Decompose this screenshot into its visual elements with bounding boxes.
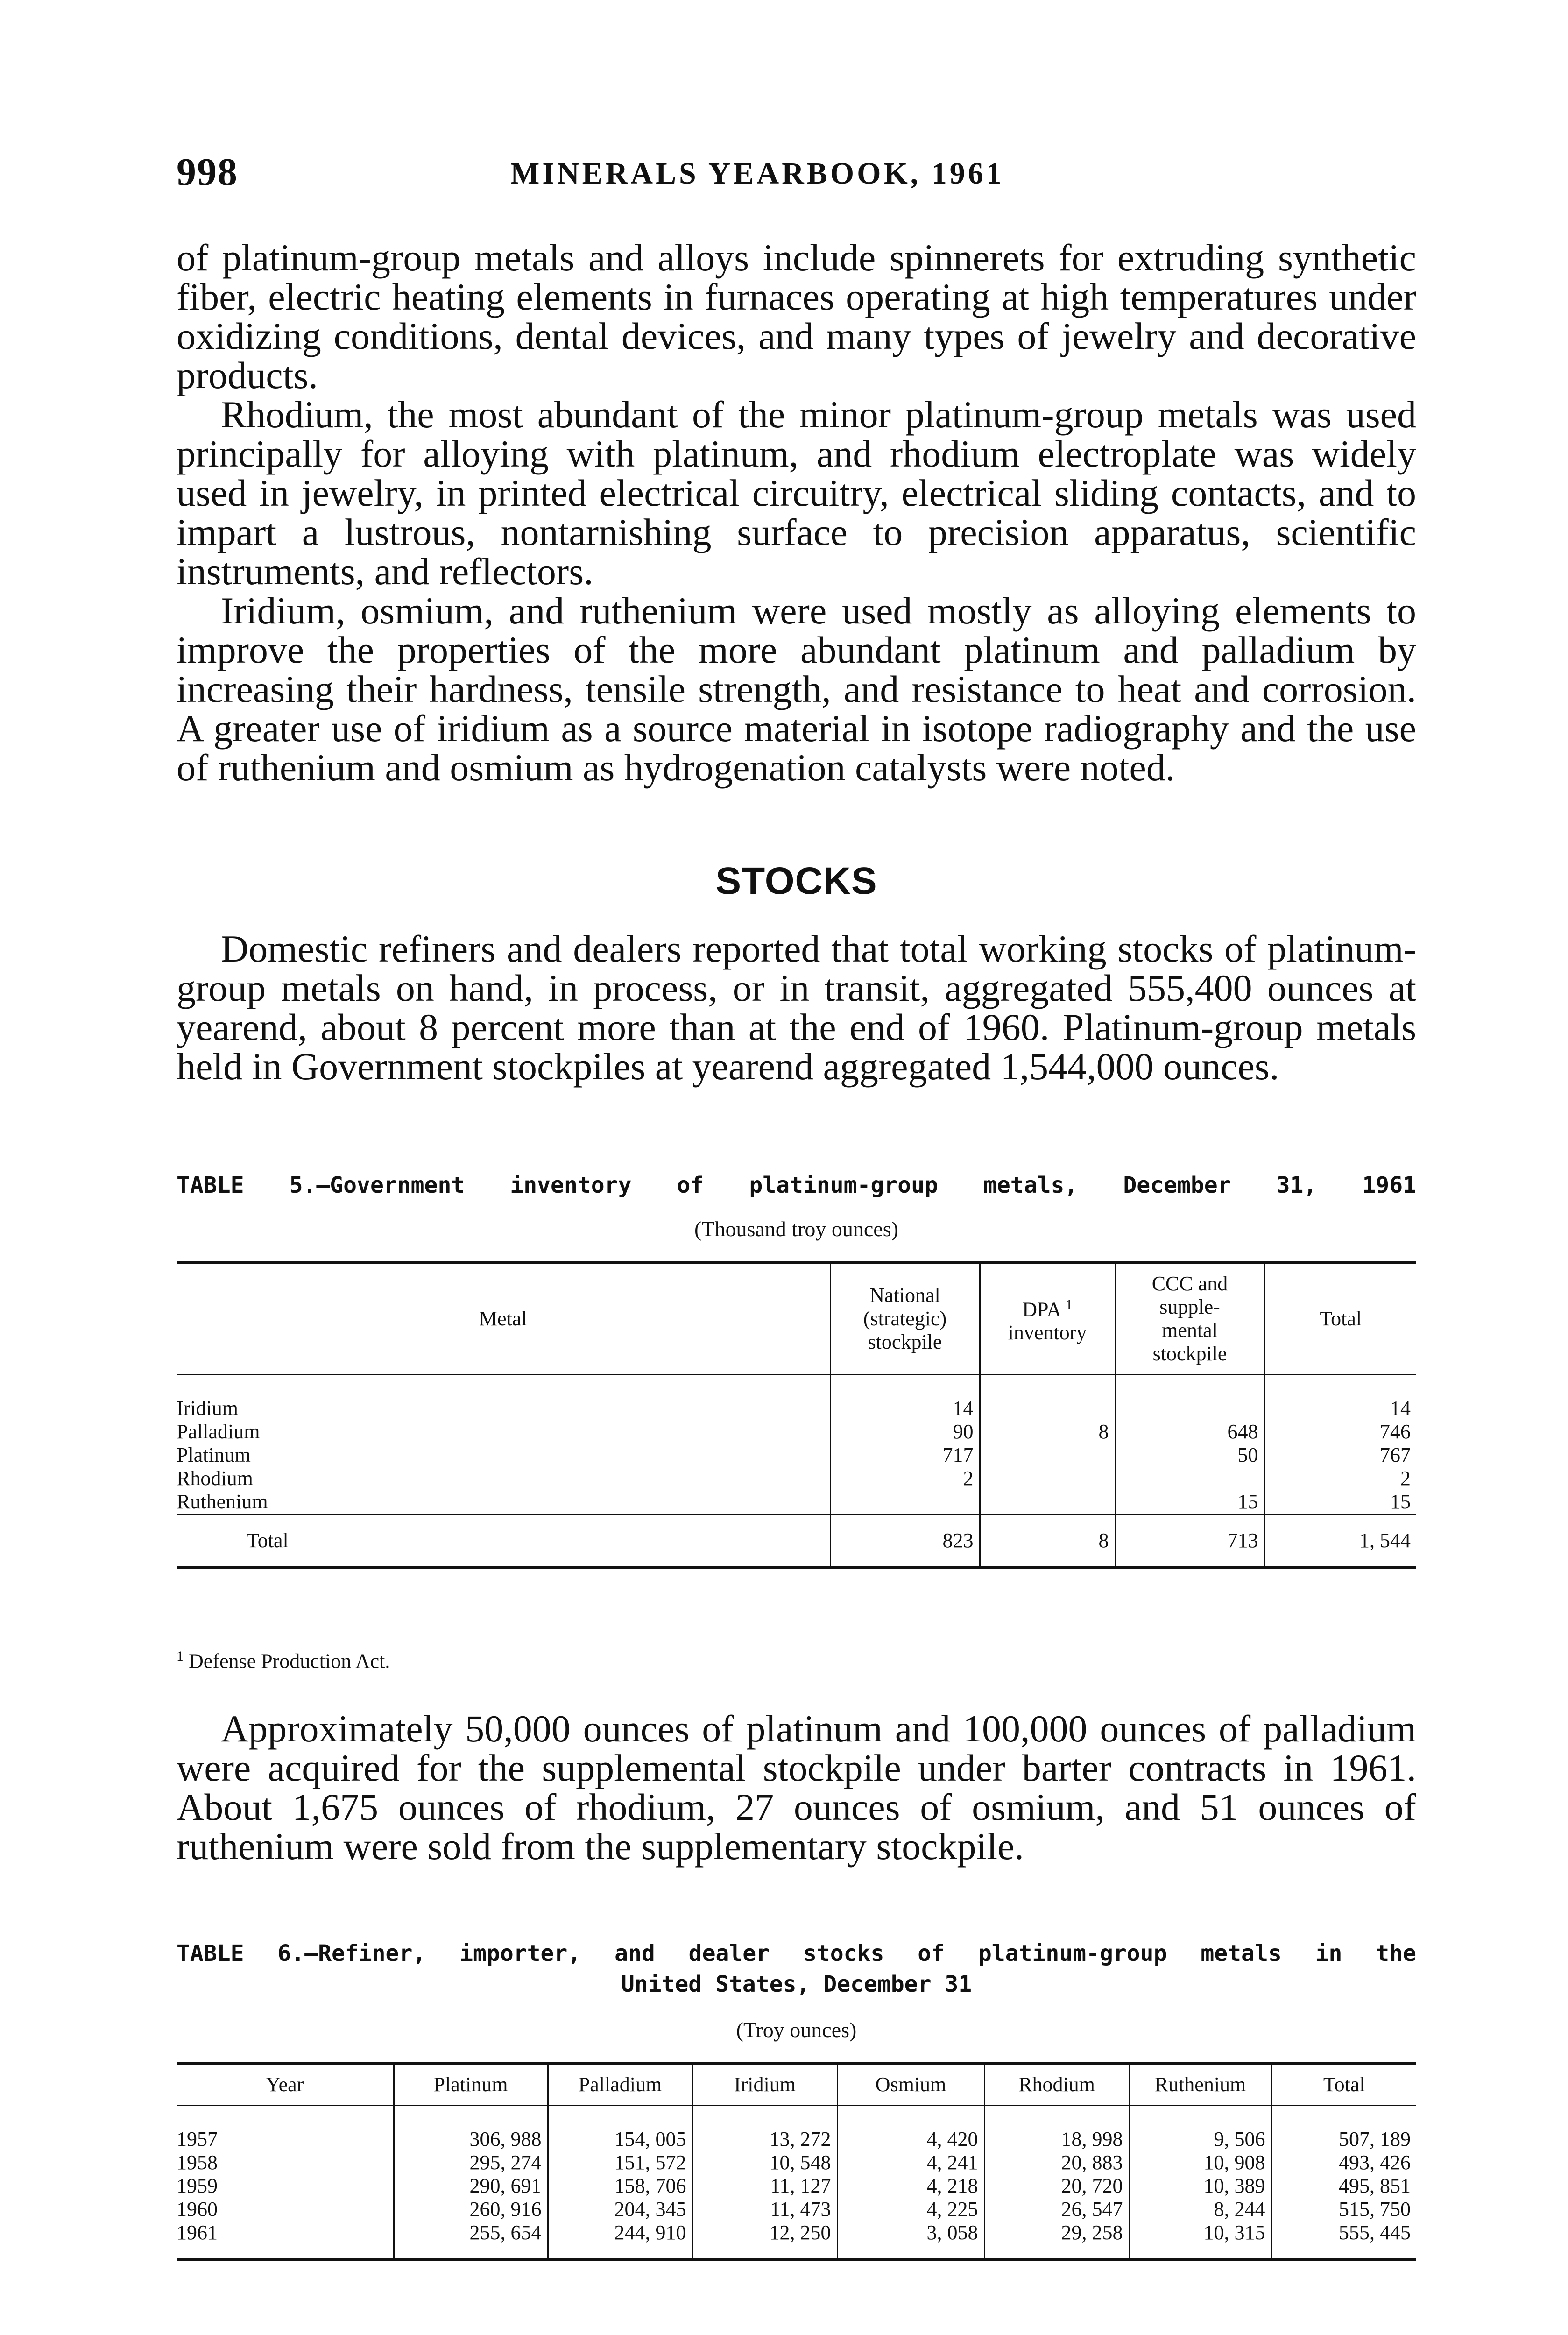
table-row <box>177 2174 1416 2198</box>
table5-cell-metal: Platinum <box>177 1443 251 1466</box>
table5-caption-text: TABLE 5.—Government inventory of platinum-group metals, December 31, 1961 <box>177 1172 1416 1198</box>
table6-cell-platinum: 255, 654 <box>394 2221 548 2260</box>
table5-cell-total: 15 <box>1264 1490 1416 1514</box>
table6-cell-palladium: 204, 345 <box>548 2198 692 2221</box>
table5-cell-metal: Rhodium <box>177 1467 253 1490</box>
table5-header-dpa <box>980 1262 1115 1375</box>
table6-cell-year: 1961 <box>177 2221 394 2260</box>
table5-total-total: 1, 544 <box>1264 1514 1416 1568</box>
footnote-text: Defense Production Act. <box>189 1649 390 1673</box>
table6-cell-platinum: 260, 916 <box>394 2198 548 2221</box>
table5-header-row <box>177 1262 1416 1375</box>
body-text-stocks <box>177 929 1416 1086</box>
table6-cell-platinum: 290, 691 <box>394 2174 548 2198</box>
table5-footnote <box>177 1649 390 1673</box>
table6-cell-rhodium: 20, 720 <box>984 2174 1129 2198</box>
table6-cell-year: 1959 <box>177 2174 218 2197</box>
table5-header-ccc-line4: stockpile <box>1152 1342 1227 1365</box>
table5-cell-national: 90 <box>830 1420 980 1443</box>
table5-header-ccc-line1: CCC and <box>1151 1272 1228 1295</box>
table5-caption <box>177 1170 1416 1201</box>
table5-header-ccc <box>1115 1262 1264 1375</box>
table5-cell-metal: Palladium <box>177 1420 260 1443</box>
table6-cell-palladium: 151, 572 <box>548 2151 692 2174</box>
table6-header-iridium: Iridium <box>692 2063 837 2106</box>
paragraph-rhodium: Rhodium, the most abundant of the minor platinum-group metals was used principally for alloying with platinum, and rhodium electroplate was widely used in jewelry, in printed electrical circuitry, electrical sliding contacts, and to impart a lustrous, nontarnishing surface to precision apparatus, scientific instruments, and reflectors. <box>177 393 1416 593</box>
table6-cell-rhodium: 20, 883 <box>984 2151 1129 2174</box>
table6-cell-rhodium: 18, 998 <box>984 2128 1129 2151</box>
table6-cell-ruthenium: 10, 389 <box>1129 2174 1271 2198</box>
table5-cell-metal: Iridium <box>177 1397 238 1420</box>
table6-header-rhodium: Rhodium <box>984 2063 1129 2106</box>
table6-cell-iridium: 10, 548 <box>692 2151 837 2174</box>
table6 <box>177 2062 1416 2261</box>
table5-header-national <box>830 1262 980 1375</box>
page-header <box>177 149 1416 201</box>
table5-cell-national: 717 <box>830 1443 980 1467</box>
table6-cell-palladium: 244, 910 <box>548 2221 692 2260</box>
table5-cell-total: 746 <box>1264 1420 1416 1443</box>
table5-cell-total: 14 <box>1264 1397 1416 1420</box>
body-text-top <box>177 238 1416 787</box>
table5-header-total: Total <box>1264 1262 1416 1375</box>
table6-cell-total: 493, 426 <box>1271 2151 1416 2174</box>
table6-cell-osmium: 4, 218 <box>837 2174 984 2198</box>
table6-caption <box>177 1938 1416 2000</box>
table5-cell-total: 2 <box>1264 1467 1416 1490</box>
running-title: MINERALS YEARBOOK, 1961 <box>510 156 1004 191</box>
table6-cell-year: 1960 <box>177 2198 218 2221</box>
table5-header-dpa-footnote-marker: 1 <box>1065 1296 1073 1312</box>
table6-cell-rhodium: 29, 258 <box>984 2221 1129 2260</box>
table5-cell-dpa: 8 <box>980 1420 1115 1443</box>
table6-cell-ruthenium: 9, 506 <box>1129 2128 1271 2151</box>
table6-cell-iridium: 13, 272 <box>692 2128 837 2151</box>
table5-cell-dpa <box>980 1397 1115 1420</box>
table6-header-year: Year <box>177 2063 394 2106</box>
table5-total-ccc: 713 <box>1115 1514 1264 1568</box>
table6-cell-year: 1957 <box>177 2128 218 2151</box>
table5-header-dpa-line2: inventory <box>1008 1321 1087 1344</box>
table6-cell-ruthenium: 10, 908 <box>1129 2151 1271 2174</box>
page-number: 998 <box>177 150 238 194</box>
table6-cell-iridium: 12, 250 <box>692 2221 837 2260</box>
table6-cell-osmium: 4, 241 <box>837 2151 984 2174</box>
table5-cell-dpa <box>980 1467 1115 1490</box>
table-row <box>177 1420 1416 1443</box>
paragraph-iridium-osmium-ruthenium: Iridium, osmium, and ruthenium were used mostly as alloying elements to improve the properties of the more abundant platinum and palladium by increasing their hardness, tensile strength, and resistance to heat and corrosion. A greater use of iridium as a source material in isotope radiography and the use of ruthenium and osmium as hydrogenation catalysts were noted. <box>177 589 1416 789</box>
table6-cell-total: 515, 750 <box>1271 2198 1416 2221</box>
table5-cell-ccc: 50 <box>1115 1443 1264 1467</box>
table6-cell-platinum: 306, 988 <box>394 2128 548 2151</box>
table5-header-metal: Metal <box>177 1262 830 1375</box>
table6-cell-iridium: 11, 127 <box>692 2174 837 2198</box>
body-text-acquisitions <box>177 1709 1416 1866</box>
table5-cell-national <box>830 1490 980 1514</box>
table-row <box>177 2151 1416 2174</box>
paragraph-acquisitions: Approximately 50,000 ounces of platinum and 100,000 ounces of palladium were acquired for the supplemental stockpile under barter contracts in 1961. About 1,675 ounces of rhodium, 27 ounces of osmium, and 51 ounces of ruthenium were sold from the supplementary stockpile. <box>177 1707 1416 1868</box>
table5-header-national-line2: (strategic) <box>863 1307 947 1330</box>
table6-subtitle: (Troy ounces) <box>736 2018 857 2042</box>
table5-total-row <box>177 1514 1416 1568</box>
table-row <box>177 2221 1416 2260</box>
table6-cell-total: 555, 445 <box>1271 2221 1416 2260</box>
table6-cell-total: 495, 851 <box>1271 2174 1416 2198</box>
table5-cell-national: 14 <box>830 1397 980 1420</box>
paragraph-stocks: Domestic refiners and dealers reported that total working stocks of platinum-group metals on hand, in process, or in transit, aggregated 555,400 ounces at yearend, about 8 percent more than at the end of 1960. Platinum-group metals held in Government stockpiles at yearend aggregated 1,544,000 ounces. <box>177 927 1416 1088</box>
table5-cell-ccc: 648 <box>1115 1420 1264 1443</box>
footnote-marker: 1 <box>177 1649 184 1664</box>
table-row <box>177 1490 1416 1514</box>
table-row <box>177 2198 1416 2221</box>
table6-cell-palladium: 158, 706 <box>548 2174 692 2198</box>
table5-cell-national: 2 <box>830 1467 980 1490</box>
table5-cell-ccc <box>1115 1397 1264 1420</box>
table6-header-ruthenium: Ruthenium <box>1129 2063 1271 2106</box>
table6-cell-osmium: 4, 420 <box>837 2128 984 2151</box>
table5-cell-dpa <box>980 1443 1115 1467</box>
table6-header-palladium: Palladium <box>548 2063 692 2106</box>
table5-cell-ccc <box>1115 1467 1264 1490</box>
table5-cell-dpa <box>980 1490 1115 1514</box>
table6-cell-osmium: 4, 225 <box>837 2198 984 2221</box>
table5 <box>177 1261 1416 1569</box>
table6-cell-year: 1958 <box>177 2151 218 2174</box>
table-row <box>177 1443 1416 1467</box>
table6-caption-line1: TABLE 6.—Refiner, importer, and dealer stocks of platinum-group metals in the <box>177 1940 1416 1967</box>
table6-cell-palladium: 154, 005 <box>548 2128 692 2151</box>
table5-cell-metal: Ruthenium <box>177 1490 268 1513</box>
table5-header-ccc-line3: mental <box>1162 1319 1218 1342</box>
table5-total-national: 823 <box>830 1514 980 1568</box>
table5-total-dpa: 8 <box>980 1514 1115 1568</box>
table5-header-ccc-line2: supple- <box>1159 1295 1220 1318</box>
table5-subtitle: (Thousand troy ounces) <box>694 1217 898 1241</box>
table5-header-national-line3: stockpile <box>868 1330 942 1353</box>
table5-header-dpa-line1: DPA <box>1022 1298 1060 1321</box>
table6-caption-line2: United States, December 31 <box>621 1971 972 1997</box>
table-row <box>177 2128 1416 2151</box>
table6-cell-osmium: 3, 058 <box>837 2221 984 2260</box>
table6-cell-ruthenium: 8, 244 <box>1129 2198 1271 2221</box>
table6-cell-total: 507, 189 <box>1271 2128 1416 2151</box>
table5-total-label: Total <box>177 1514 830 1568</box>
table6-cell-platinum: 295, 274 <box>394 2151 548 2174</box>
table6-header-osmium: Osmium <box>837 2063 984 2106</box>
table6-header-platinum: Platinum <box>394 2063 548 2106</box>
table5-cell-total: 767 <box>1264 1443 1416 1467</box>
table5-cell-ccc: 15 <box>1115 1490 1264 1514</box>
table6-header-row <box>177 2063 1416 2106</box>
table6-cell-iridium: 11, 473 <box>692 2198 837 2221</box>
table6-cell-rhodium: 26, 547 <box>984 2198 1129 2221</box>
table5-header-national-line1: National <box>869 1284 940 1307</box>
section-heading-stocks: STOCKS <box>715 860 877 902</box>
table6-header-total: Total <box>1271 2063 1416 2106</box>
table-row <box>177 1467 1416 1490</box>
table6-cell-ruthenium: 10, 315 <box>1129 2221 1271 2260</box>
table-row <box>177 1397 1416 1420</box>
paragraph-platinum-uses: of platinum-group metals and alloys include spinnerets for extruding synthetic fiber, electric heating elements in furnaces operating at high temperatures under oxidizing conditions, dental devices, and many types of jewelry and decorative products. <box>177 236 1416 396</box>
